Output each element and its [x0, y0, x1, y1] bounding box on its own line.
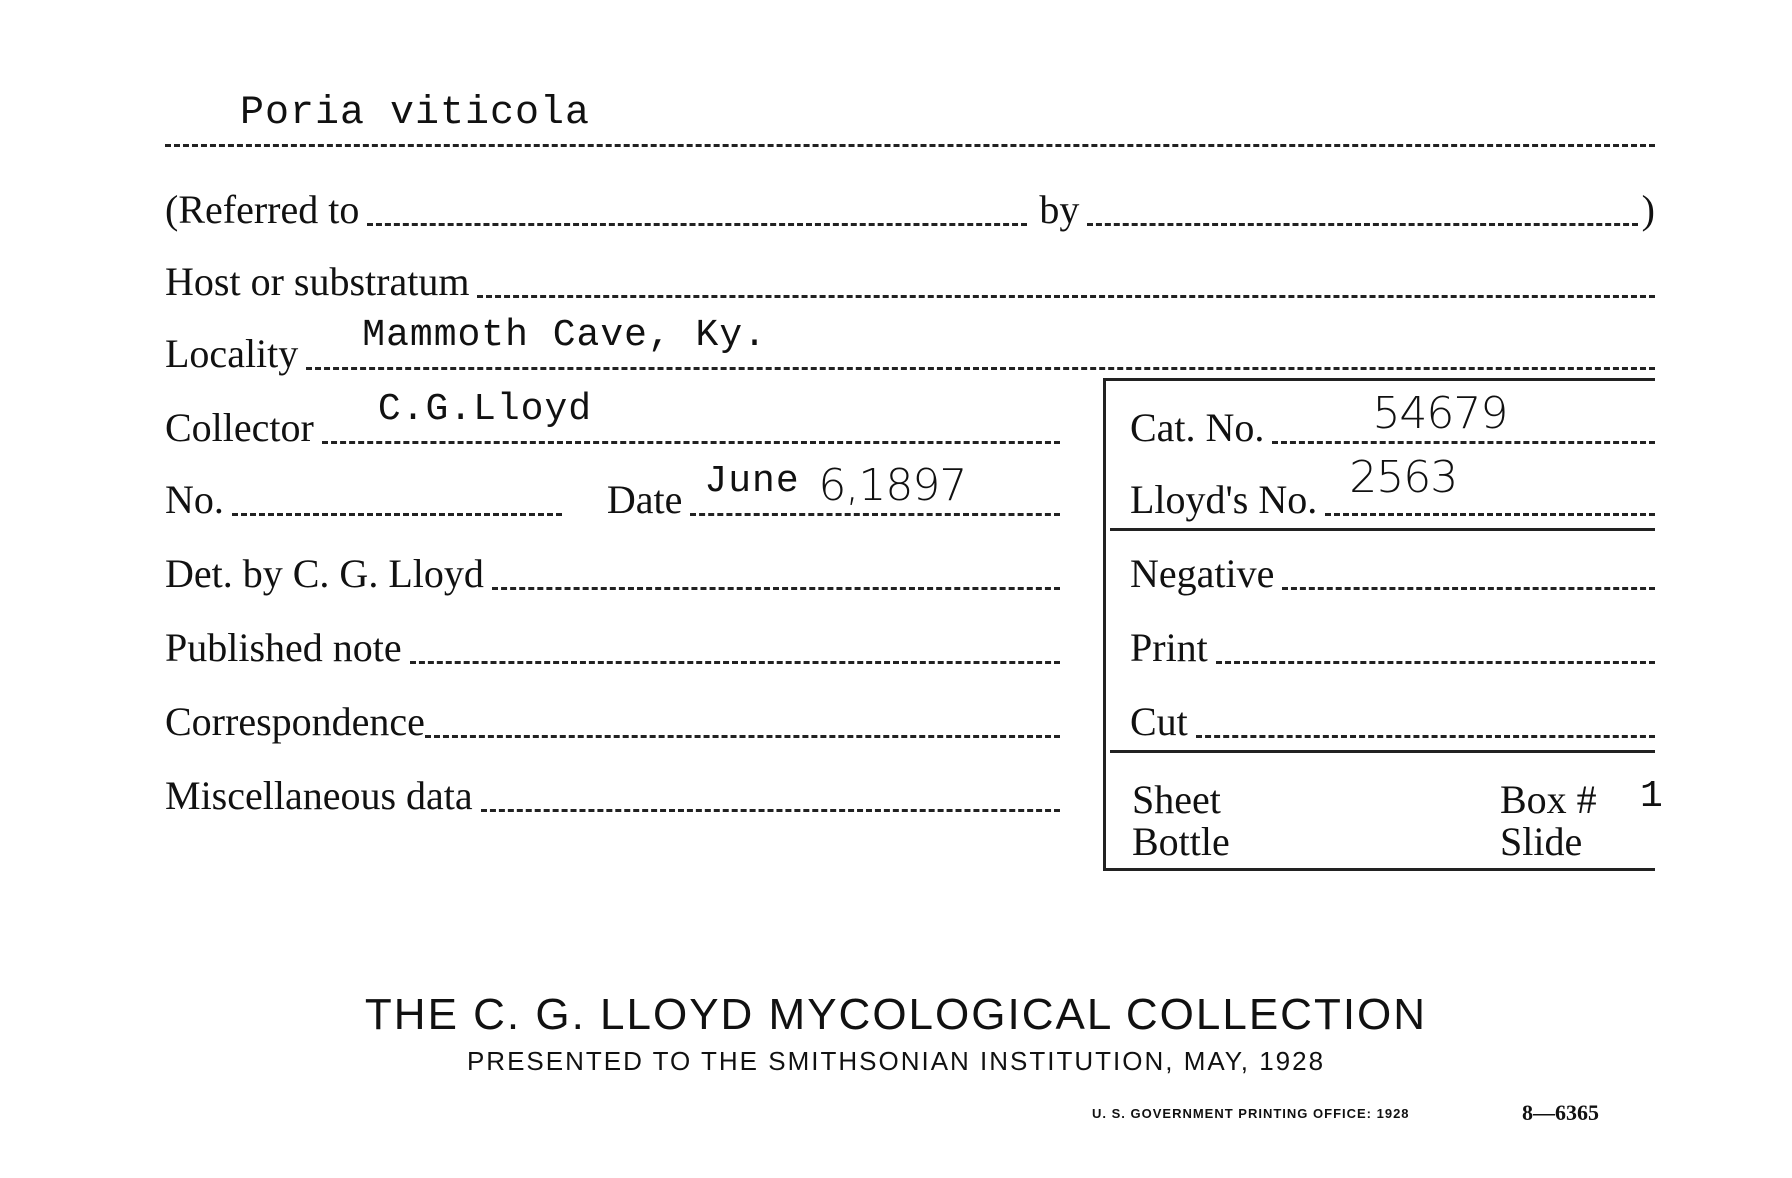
det-field[interactable]: [492, 531, 1060, 590]
cat-no-row: [1130, 388, 1655, 450]
locality-field[interactable]: [306, 311, 1655, 370]
lloyds-no-field[interactable]: [1325, 452, 1655, 516]
specimen-name: Poria viticola: [240, 91, 591, 136]
no-label: No.: [165, 477, 224, 522]
lloyds-no-row: [1130, 452, 1655, 522]
negative-label: Negative: [1130, 551, 1275, 596]
negative-row: [1130, 540, 1655, 596]
negative-field[interactable]: [1282, 531, 1655, 590]
printing-office-note: U. S. GOVERNMENT PRINTING OFFICE: 1928: [1092, 1106, 1410, 1121]
cat-no-label: Cat. No.: [1130, 405, 1265, 450]
host-row: [165, 248, 1655, 304]
specimen-name-line: [165, 88, 1655, 147]
cut-row: [1130, 688, 1655, 744]
form-number: 8—6365: [1522, 1100, 1599, 1125]
date-month: June: [704, 460, 800, 503]
print-label: Print: [1130, 625, 1208, 670]
cut-label: Cut: [1130, 699, 1188, 744]
close-paren: ): [1641, 187, 1655, 232]
published-field[interactable]: [410, 605, 1060, 664]
print-row: [1130, 614, 1655, 670]
date-label: Date: [606, 477, 683, 522]
slide-label: Slide: [1500, 819, 1583, 864]
panel-left-rule: [1103, 378, 1106, 870]
date-field[interactable]: [690, 457, 1060, 516]
collector-row: [165, 388, 1060, 450]
cat-no-value: 54679: [1372, 388, 1508, 439]
no-field[interactable]: [232, 457, 562, 516]
published-label: Published note: [165, 625, 402, 670]
print-field[interactable]: [1216, 605, 1655, 664]
locality-value: Mammoth Cave, Ky.: [362, 314, 767, 357]
misc-label: Miscellaneous data: [165, 773, 473, 818]
correspondence-row: [165, 688, 1060, 744]
panel-bottom-rule: [1103, 868, 1655, 871]
referred-to-label: (Referred to: [165, 187, 360, 232]
lloyds-no-value: 2563: [1349, 452, 1458, 503]
referred-to-field[interactable]: [367, 167, 1027, 226]
box-label: Box #: [1500, 777, 1597, 822]
referred-to-row: [165, 176, 1655, 232]
det-row: [165, 540, 1060, 596]
locality-label: Locality: [165, 331, 299, 376]
collection-subtitle: PRESENTED TO THE SMITHSONIAN INSTITUTION, MAY, 1928: [466, 1046, 1326, 1076]
misc-field[interactable]: [481, 753, 1060, 812]
collector-value: C.G.Lloyd: [377, 388, 593, 431]
collection-title: THE C. G. LLOYD MYCOLOGICAL COLLECTION: [364, 990, 1428, 1039]
misc-row: [165, 762, 1060, 818]
panel-top-rule: [1103, 378, 1655, 381]
det-label: Det. by C. G. Lloyd: [165, 551, 484, 596]
locality-row: [165, 314, 1655, 376]
panel-rule-2: [1110, 750, 1655, 753]
date-day-year: 6,1897: [818, 460, 967, 511]
by-label: by: [1039, 187, 1080, 232]
cat-no-field[interactable]: [1272, 385, 1655, 444]
sheet-label: Sheet: [1132, 777, 1221, 822]
published-row: [165, 614, 1060, 670]
no-date-row: [165, 460, 1060, 522]
by-field[interactable]: [1087, 167, 1637, 226]
correspondence-label: Correspondence: [165, 699, 425, 744]
host-field[interactable]: [477, 239, 1655, 298]
bottle-label: Bottle: [1132, 819, 1230, 864]
correspondence-field[interactable]: [425, 679, 1060, 738]
box-value: 1: [1640, 775, 1663, 818]
lloyds-no-label: Lloyd's No.: [1130, 477, 1318, 522]
cut-field[interactable]: [1196, 679, 1655, 738]
collector-field[interactable]: [322, 385, 1060, 444]
collector-label: Collector: [165, 405, 314, 450]
host-label: Host or substratum: [165, 259, 470, 304]
